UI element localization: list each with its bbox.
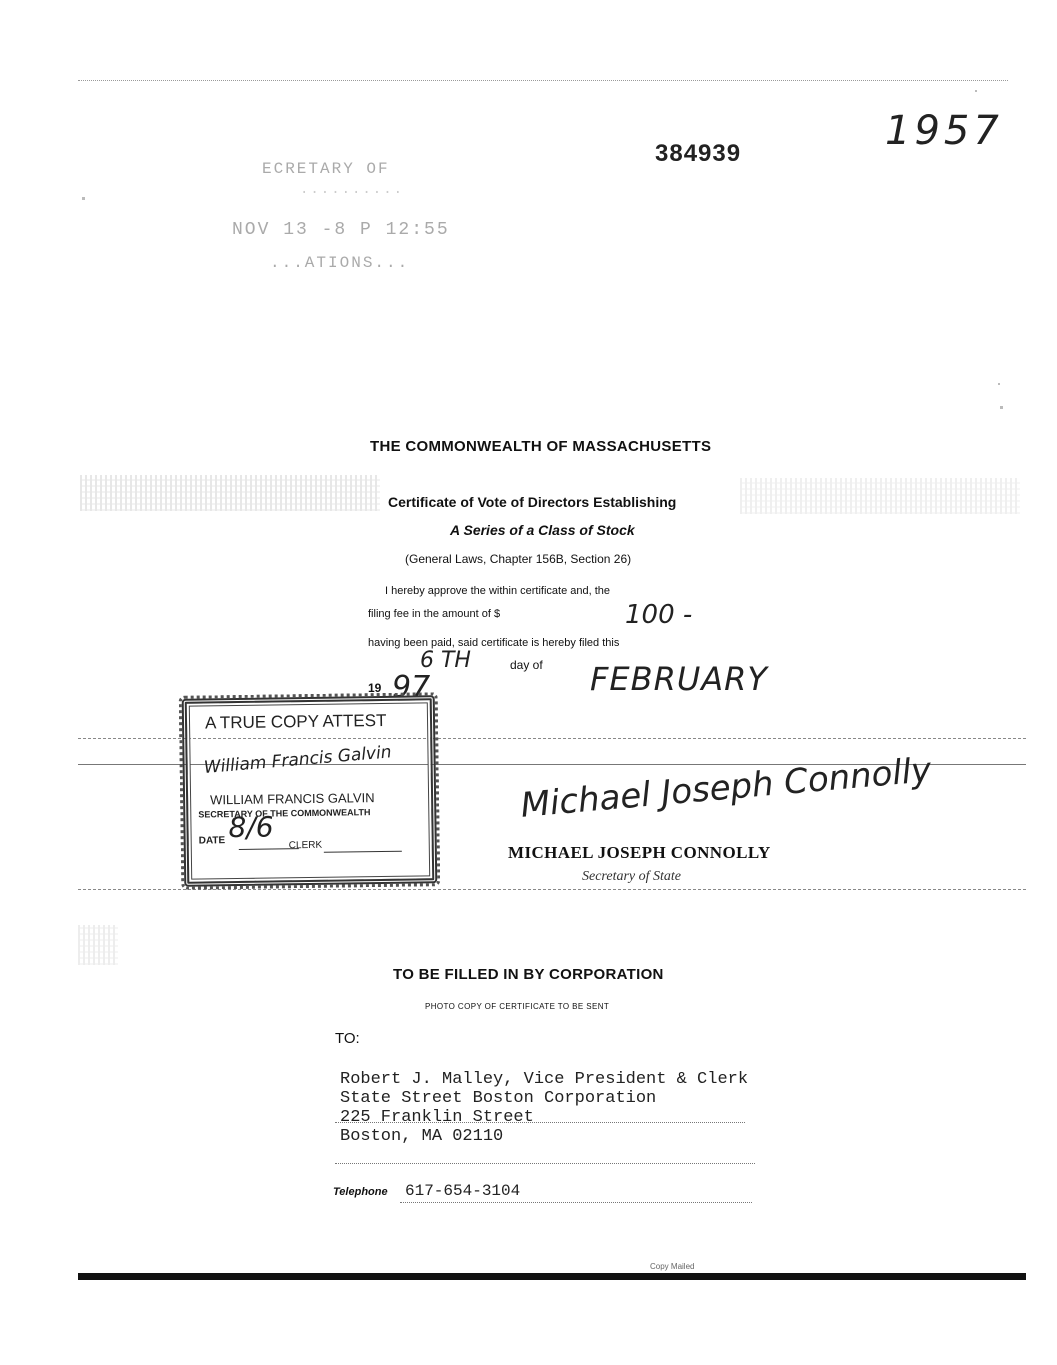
corporation-subheading: PHOTO COPY OF CERTIFICATE TO BE SENT	[425, 1002, 610, 1011]
address-line-1: Robert J. Malley, Vice President & Clerk	[340, 1070, 749, 1089]
speck	[1000, 406, 1003, 409]
faded-stamp-line-2: ..........	[300, 182, 405, 198]
scan-noise-band	[740, 478, 1020, 514]
top-edge-line	[78, 80, 1008, 81]
address-dotted-line	[335, 1122, 745, 1123]
year-prefix: 19	[368, 681, 382, 695]
telephone-value: 617-654-3104	[405, 1182, 521, 1200]
speck	[975, 90, 977, 92]
faded-stamp-line-4: ...ATIONS...	[270, 254, 410, 272]
document-number: 384939	[655, 140, 742, 167]
scan-noise-band	[80, 475, 380, 511]
stamp-date-label: DATE	[198, 835, 226, 847]
address-line-3: 225 Franklin Street	[340, 1108, 534, 1127]
footer-bar	[78, 1273, 1026, 1280]
stamp-office: SECRETARY OF THE COMMONWEALTH	[198, 807, 371, 820]
address-dotted-line	[335, 1163, 755, 1164]
speck	[82, 197, 85, 200]
statute-reference: (General Laws, Chapter 156B, Section 26)	[405, 552, 632, 566]
telephone-dotted-line	[400, 1202, 752, 1203]
stamp-date-value: 8/6	[228, 810, 274, 845]
secretary-title: Secretary of State	[582, 869, 682, 884]
faded-stamp-line-3: NOV 13 -8 P 12:55	[232, 220, 450, 240]
telephone-label: Telephone	[333, 1186, 388, 1198]
stamp-signature: William Francis Galvin	[203, 742, 393, 779]
certificate-title-line-1: Certificate of Vote of Directors Establishing	[388, 494, 677, 510]
stamp-title: A TRUE COPY ATTEST	[204, 710, 387, 733]
secretary-name: MICHAEL JOSEPH CONNOLLY	[508, 843, 771, 862]
to-label: TO:	[335, 1030, 360, 1047]
approval-text-line-2: filing fee in the amount of $	[368, 608, 501, 620]
filed-month: FEBRUARY	[590, 660, 768, 698]
speck	[998, 383, 1000, 385]
scan-noise-band	[78, 925, 118, 965]
filed-day: 6 TH	[420, 648, 471, 673]
fee-amount: 100 -	[625, 600, 693, 630]
secretary-signature: Michael Joseph Connolly	[519, 750, 933, 826]
footer-note: Copy Mailed	[650, 1262, 695, 1271]
handwritten-year: 1957	[885, 108, 1003, 154]
faded-stamp-line-1: ECRETARY OF	[262, 160, 390, 178]
address-line-4: Boston, MA 02110	[340, 1127, 504, 1146]
year-suffix: 97	[392, 670, 431, 705]
approval-text-line-1: I hereby approve the within certificate and, the	[385, 585, 611, 597]
true-copy-attest-stamp	[182, 695, 438, 887]
stamp-clerk-label: CLERK	[288, 839, 323, 852]
state-title: THE COMMONWEALTH OF MASSACHUSETTS	[370, 438, 712, 455]
address-line-2: State Street Boston Corporation	[340, 1089, 657, 1108]
day-of-label: day of	[510, 658, 543, 672]
certificate-title-line-2: A Series of a Class of Stock	[450, 522, 635, 538]
approval-text-line-3: having been paid, said certificate is hereby filed this	[368, 637, 620, 649]
stamp-name: WILLIAM FRANCIS GALVIN	[210, 790, 375, 808]
corporation-heading: TO BE FILLED IN BY CORPORATION	[393, 966, 664, 983]
